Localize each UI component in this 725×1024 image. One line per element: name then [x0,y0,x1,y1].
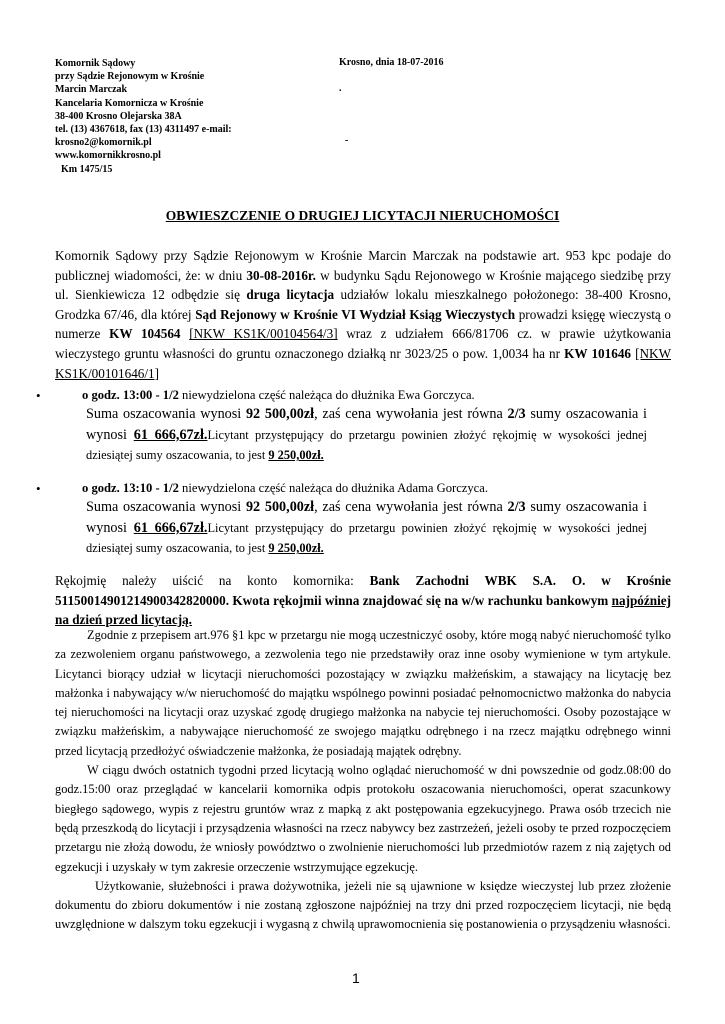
header-line: Marcin Marczak [55,84,128,96]
starting-price: 61 666,67zł. [133,426,208,443]
court-name: Sąd Rejonowy w Krośnie VI Wydział Ksiąg Wieczystych [195,306,516,322]
body-text [55,626,671,935]
estimate-value: 92 500,00zł [245,406,315,422]
header-mark: . [339,83,342,94]
header-line: przy Sądzie Rejonowym w Krośnie [55,71,205,83]
bank-account: Bank Zachodni WBK S.A. O. w Krośnie 51150014901214900342820000. Kwota rękojmii winna znajdować się na w/w rachunku bankowym [55,573,671,608]
auction-date: 30-08-2016r. [246,267,316,283]
land-register-number: KW 101646 [564,345,632,361]
auction-item-details: Suma oszacowania wynosi 92 500,00zł, zaś cena wywołania jest równa 2/3 sumy oszacowania i wynosi 61 666,67zł.Licytant przystępujący do przetargu powinien złożyć rękojmię w wysokości jednej dziesiątej sumy oszacowania, to jest 9 250,00zł. [86,499,647,556]
land-register-ref: [NKW KS1K/00104564/3] [189,326,338,342]
header-line: Komornik Sądowy [55,58,136,69]
starting-price: 61 666,67zł. [133,519,208,536]
header-line: tel. (13) 4367618, fax (13) 4311497 e-mail: [55,124,232,136]
deposit-value: 9 250,00zł. [268,448,324,463]
header-line: Kancelaria Komornicza w Krośnie [55,97,204,109]
header-email: krosno2@komornik.pl [55,137,152,149]
payment-deadline: najpóźniej na dzień przed licytacją. [55,592,671,628]
estimate-value: 92 500,00zł [245,499,315,515]
header-website: www.komornikkrosno.pl [55,150,161,162]
header-mark: - [345,135,349,146]
document-title: OBWIESZCZENIE O DRUGIEJ LICYTACJI NIERUCHOMOŚCI [165,208,560,223]
inspection-paragraph: W ciągu dwóch ostatnich tygodni przed licytacją wolno oglądać nieruchomość w dni powszednie od godz.08:00 do godz.15:00 oraz przeglądać w kancelarii komornika odpis protokołu oszacowania nieruchomości, operat szacunkowy biegłego sądowego, wypis z rejestru gruntów wraz z mapką z akt postępowania egzekucyjnego. Prawa osób trzecich nie będą przeszkodą do licytacji i przysądzenia własności na rzecz nabywcy bez zastrzeżeń, jeżeli osoby te przed rozpoczęciem przetargu nie złożą dowodu, że wniosły powództwo o zwolnienie nieruchomości lub przedmiotów razem z nią zajętych od egzekucji i uzyskały w tym zakresie orzeczenie wstrzymujące egzekucję. [55,763,671,874]
header-line: 38-400 Krosno Olejarska 38A [55,110,182,122]
deposit-value: 9 250,00zł. [268,541,324,556]
land-register-number: KW 104564 [109,326,181,342]
rights-paragraph: Użytkowanie, służebności i prawa dożywotnika, jeżeli nie są ujawnione w księdze wieczystej lub przez złożenie dokumentu do zbioru dokumentów i nie zostaną zgłoszone najpóźniej na trzy dni przed rozpoczęciem licytacji, nie będą uwzględnione w dalszym toku egzekucji i wygasną z chwilą uprawomocnienia się postanowienia o przysądzeniu własności. [55,878,671,932]
auction-item-details: Suma oszacowania wynosi 92 500,00zł, zaś cena wywołania jest równa 2/3 sumy oszacowania i wynosi 61 666,67zł.Licytant przystępujący do przetargu powinien złożyć rękojmię w wysokości jednej dziesiątej sumy oszacowania, to jest 9 250,00zł. [86,406,647,463]
payment-paragraph: Rękojmię należy uiścić na konto komornika: Bank Zachodni WBK S.A. O. w Krośnie 51150014901214900342820000. Kwota rękojmii winna znajdować się na w/w rachunku bankowym najpóźniej na dzień przed licytacją. [55,573,671,628]
page-number: 1 [352,970,360,986]
bailiff-header [55,57,232,176]
land-register-ref: [NKW KS1K/00101646/1] [55,345,672,381]
auction-item-lead: o godz. 13:10 - 1/2 niewydzielona część należąca do dłużnika Adama Gorczyca. [82,481,488,495]
auction-item-lead: o godz. 13:00 - 1/2 niewydzielona część należąca do dłużnika Ewa Gorczyca. [82,388,475,402]
document-date: Krosno, dnia 18-07-2016 [339,57,444,68]
rules-paragraph: Zgodnie z przepisem art.976 §1 kpc w przetargu nie mogą uczestniczyć osoby, które mogą nabyć nieruchomość tylko za zezwoleniem organu państwowego, a zezwolenia tego nie przedstawiły oraz inne osoby wymienione w tym artykule. Licytanci biorący udział w licytacji nieruchomości pozostający w związku małżeńskim, a stawający na licytację bez małżonka i nabywający w/w nieruchomość do majątku wspólnego powinni posiadać pełnomocnictwo małżonka do nabycia tej nieruchomości na licytacji oraz uzyskać zgodę drugiego małżonka na nabycie tej nieruchomości. Osoby pozostające w związku małżeńskim, a nabywające nieruchomość ze swojego majątku odrębnego i na rzecz majątku odrębnego winni przed licytacją przedłożyć oświadczenie małżonka, że posiadają majątek odrębny. [55,628,671,758]
bullet-icon: • [36,481,41,496]
intro-paragraph: Komornik Sądowy przy Sądzie Rejonowym w Krośnie Marcin Marczak na podstawie art. 953 kpc podaje do publicznej wiadomości, że: w dniu 30-08-2016r. w budynku Sądu Rejonowego w Krośnie mającego siedzibę przy ul. Sienkiewicza 12 odbędzie się druga licytacja udziałów lokalu mieszkalnego położonego: 38-400 Krosno, Grodzka 67/46, dla której Sąd Rejonowy w Krośnie VI Wydział Ksiąg Wieczystych prowadzi księgę wieczystą o numerze KW 104564 [NKW KS1K/00104564/3] wraz z udziałem 666/81706 cz. w prawie użytkowania wieczystego gruntu własności do gruntu oznaczonego działką nr 3023/25 o pow. 1,0034 ha nr KW 101646 [NKW KS1K/00101646/1] [55,248,672,381]
case-number: Km 1475/15 [61,163,113,175]
bullet-icon: • [36,388,41,403]
